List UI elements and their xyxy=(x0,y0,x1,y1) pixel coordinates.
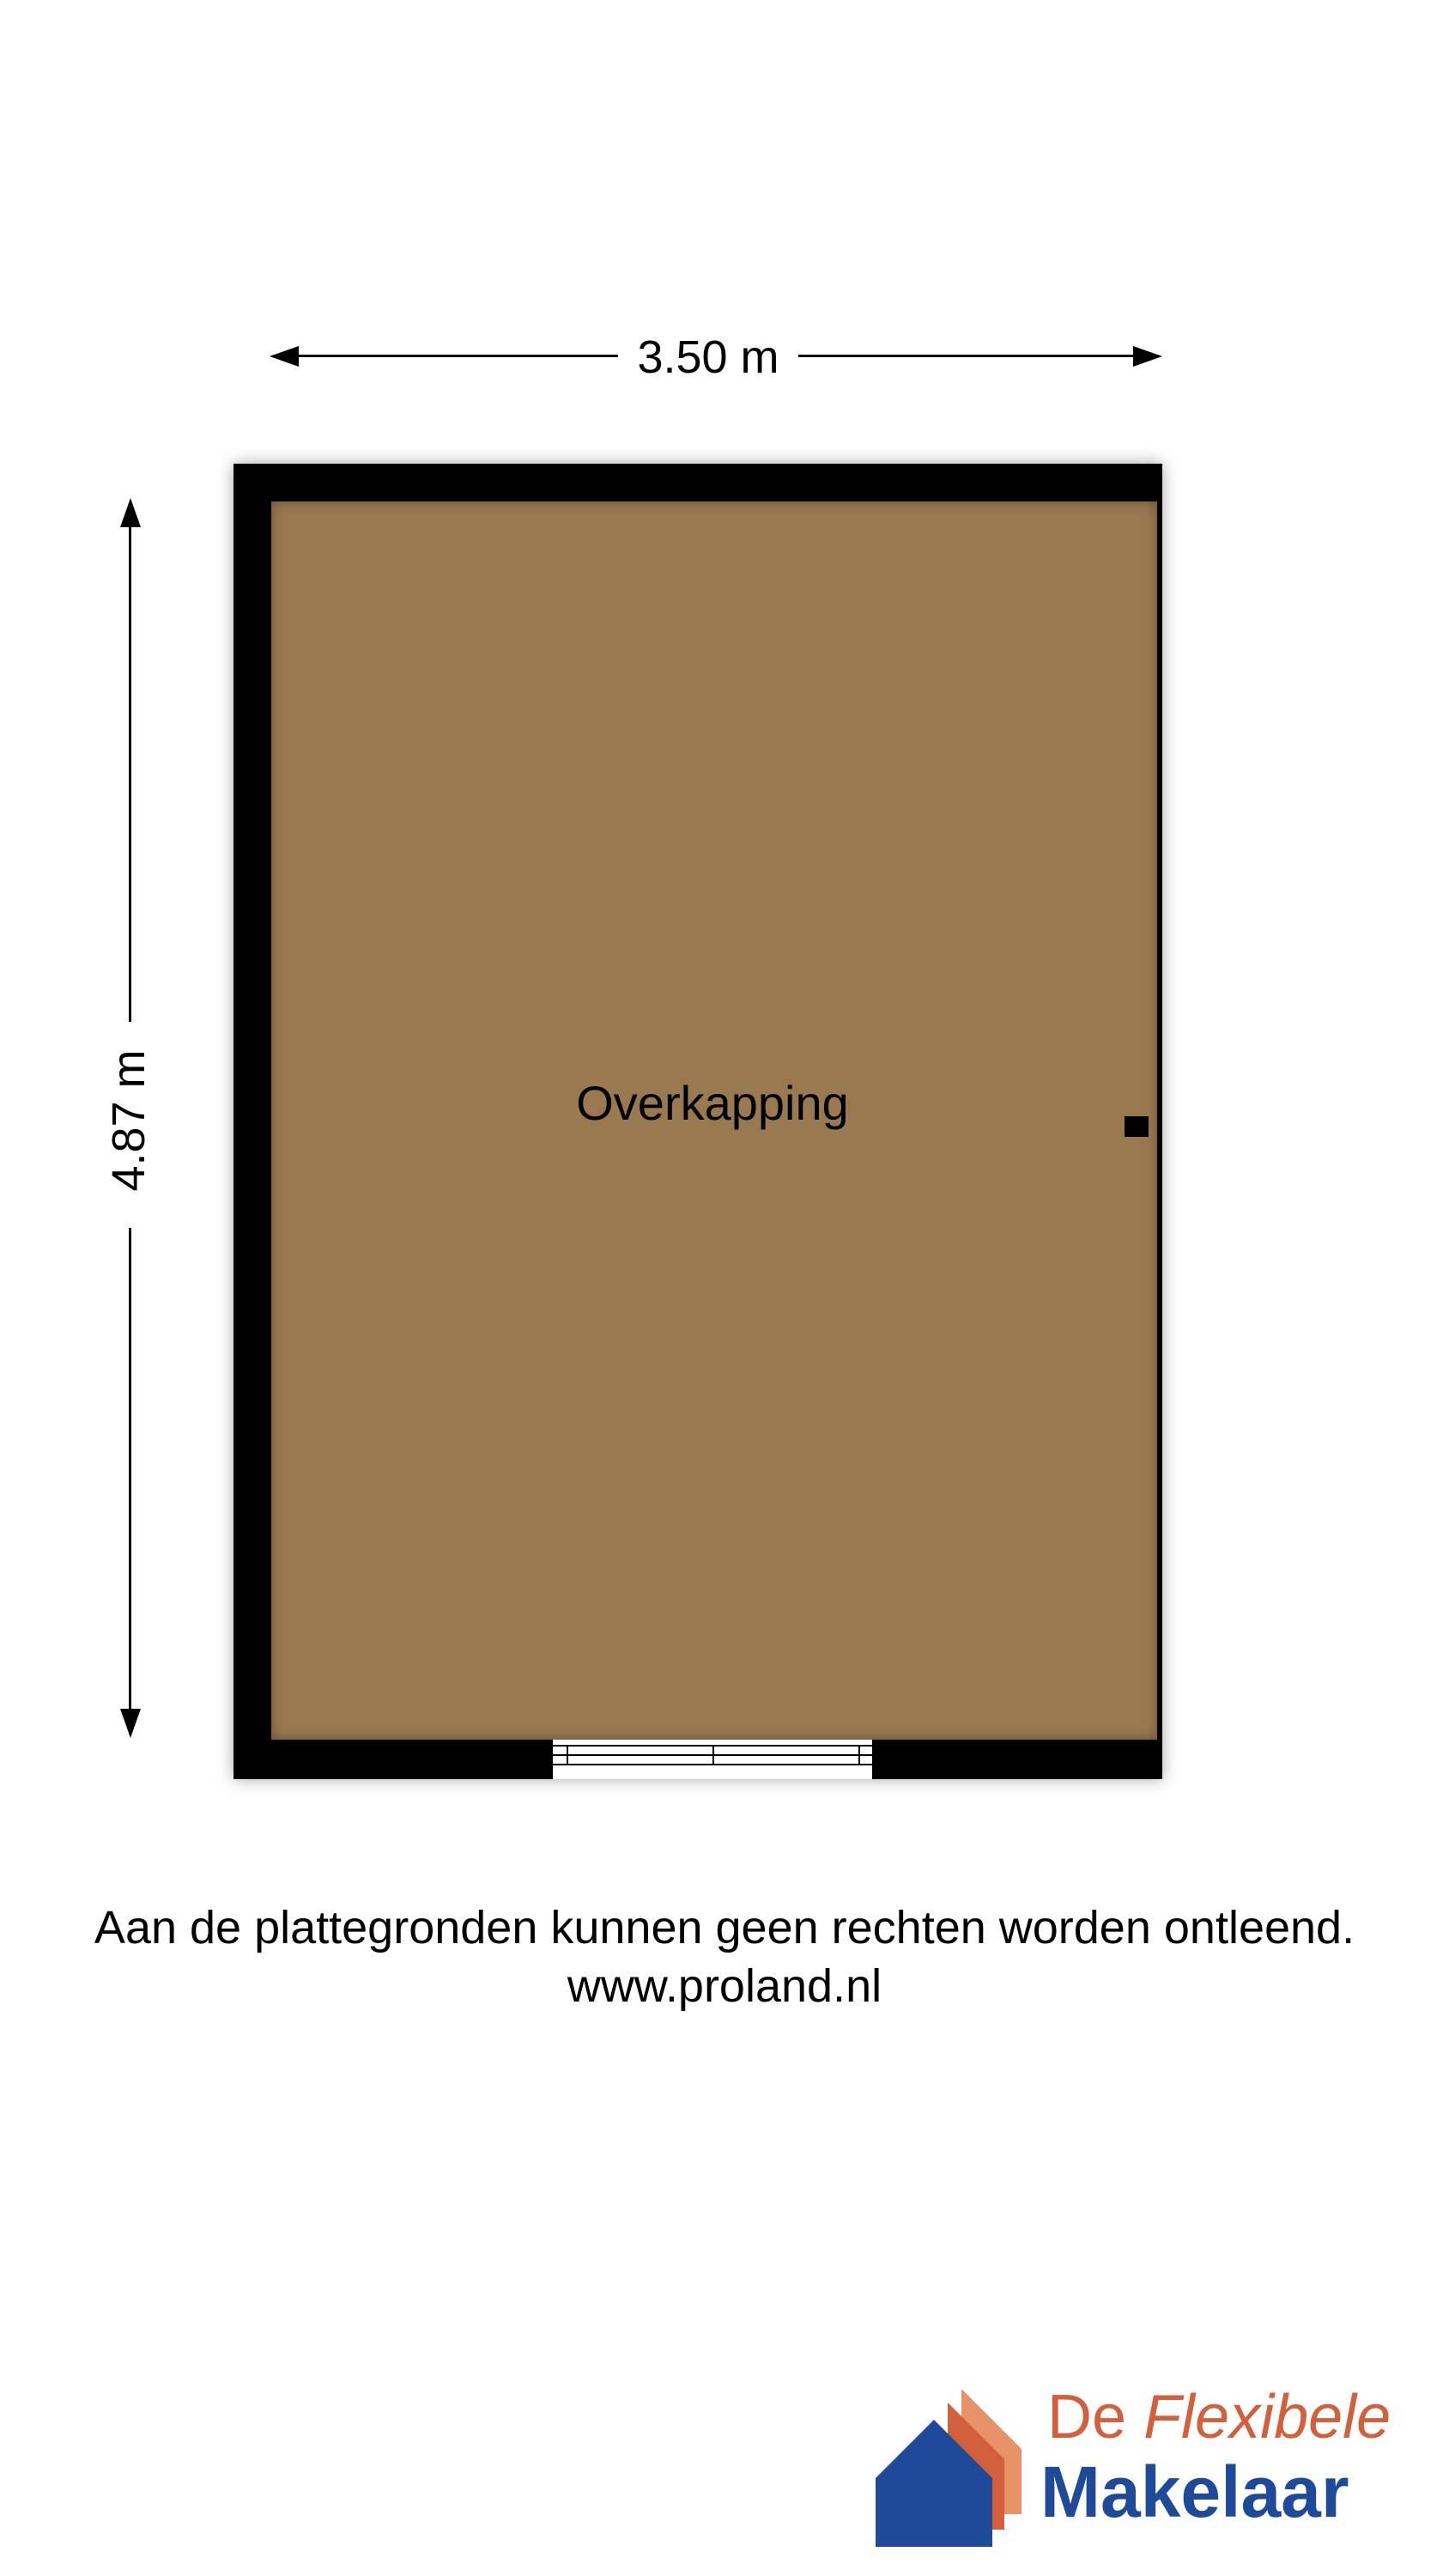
arrow-right-icon xyxy=(1133,346,1162,367)
company-logo xyxy=(876,2379,1425,2550)
room-name: Overkapping xyxy=(576,1076,849,1130)
width-dimension-label: 3.50 m xyxy=(618,329,798,386)
door-post xyxy=(858,1745,860,1764)
arrow-down-icon xyxy=(120,1709,141,1738)
column-post xyxy=(1125,1116,1149,1137)
logo-text-bottom: Makelaar xyxy=(1040,2451,1349,2532)
arrow-up-icon xyxy=(120,498,141,527)
logo-text-top xyxy=(1047,2379,1442,2456)
door-frame-line xyxy=(553,1764,872,1765)
arrow-left-icon xyxy=(270,346,299,367)
door-divider xyxy=(712,1745,714,1764)
height-dimension-label: 4.87 m xyxy=(103,1049,155,1192)
website-link[interactable]: www.proland.nl xyxy=(567,1960,882,2012)
house-icon xyxy=(876,2379,1039,2550)
disclaimer-text: Aan de plattegronden kunnen geen rechten worden ontleend. xyxy=(94,1902,1355,1953)
logo-word-de: De xyxy=(1047,2383,1127,2451)
door-opening xyxy=(549,1740,876,1779)
logo-word-flexibele: Flexibele xyxy=(1143,2383,1391,2451)
door-post xyxy=(567,1745,568,1764)
